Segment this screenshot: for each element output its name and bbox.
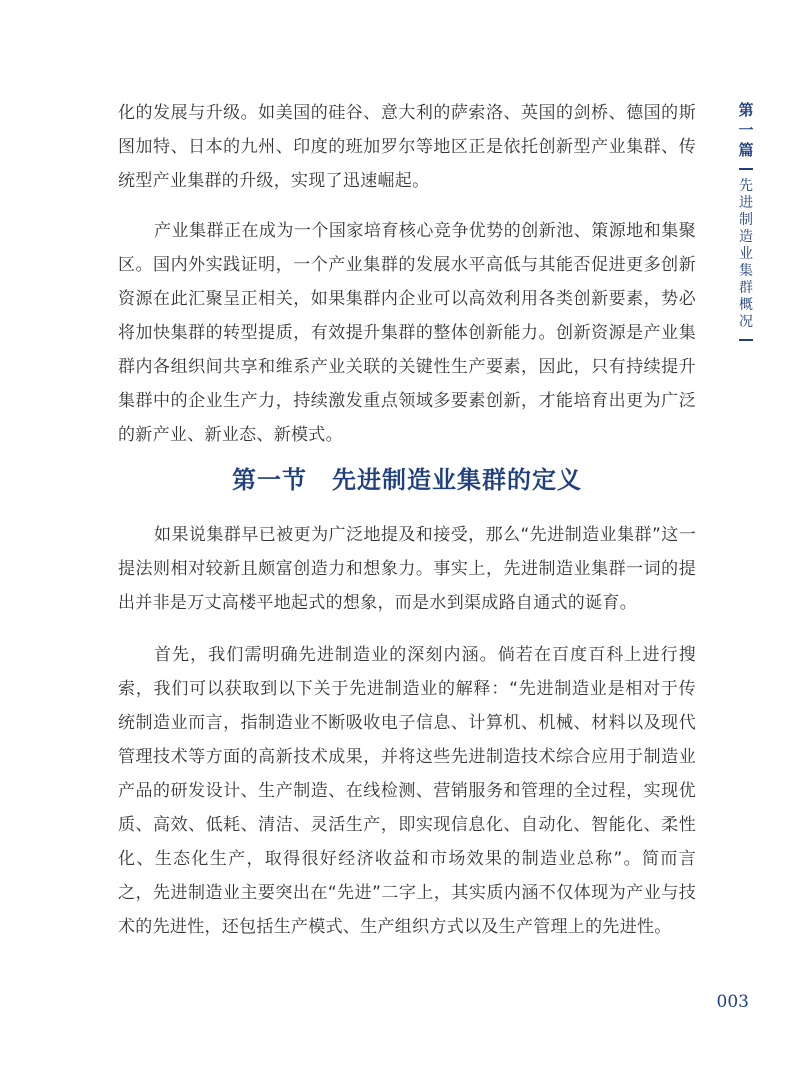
side-dash-bottom (739, 339, 753, 341)
part-title-char: 先 (739, 178, 753, 194)
part-label (738, 100, 753, 160)
part-title-char: 况 (739, 314, 753, 330)
part-label-char: 一 (738, 121, 754, 139)
side-chapter-tab (736, 100, 756, 349)
part-label-char: 第 (738, 101, 754, 119)
paragraph-advanced-manufacturing: 首先，我们需明确先进制造业的深刻内涵。倘若在百度百科上进行搜索，我们可以获取到以下关于先进制造业的解释：“先进制造业是相对于传统制造业而言，指制造业不断吸收电子信息、计算机、机械、材料以及现代管理技术等方面的高新技术成果，并将这些先进制造技术综合应用于制造业产品的研发设计、生产制造、在线检测、营销服务和管理的全过程，实现优质、高效、低耗、清洁、灵活生产，即实现信息化、自动化、智能化、柔性化、生态化生产，取得很好经济收益和市场效果的制造业总称”。简而言之，先进制造业主要突出在“先进”二字上，其实质内涵不仅体现为产业与技术的先进性，还包括生产模式、生产组织方式以及生产管理上的先进性。 (118, 645, 696, 937)
paragraph-continued: 化的发展与升级。如美国的硅谷、意大利的萨索洛、英国的剑桥、德国的斯图加特、日本的九州、印度的班加罗尔等地区正是依托创新型产业集群、传统型产业集群的升级，实现了迅速崛起。 (118, 103, 696, 191)
part-title-char: 群 (739, 280, 753, 296)
part-title-char: 制 (739, 212, 753, 228)
section-title: 第一节 先进制造业集群的定义 (232, 465, 582, 494)
part-label-char: 篇 (738, 141, 754, 159)
part-title-char: 进 (739, 195, 753, 211)
part-title-char: 集 (739, 263, 753, 279)
part-title (739, 178, 753, 331)
part-title-char: 概 (739, 297, 753, 313)
side-dash-top (739, 168, 753, 170)
paragraph-industrial-cluster: 产业集群正在成为一个国家培育核心竞争优势的创新池、策源地和集聚区。国内外实践证明，一个产业集群的发展水平高低与其能否促进更多创新资源在此汇聚呈正相关，如果集群内企业可以高效利用各类创新要素，势必将加快集群的转型提质，有效提升集群的整体创新能力。创新资源是产业集群内各组织间共享和维系产业关联的关键性生产要素，因此，只有持续提升集群中的企业生产力，持续激发重点领域多要素创新，才能培育出更为广泛的新产业、新业态、新模式。 (118, 221, 696, 445)
part-title-char: 业 (739, 246, 753, 262)
paragraph-definition-intro: 如果说集群早已被更为广泛地提及和接受，那么“先进制造业集群”这一提法则相对较新且颇富创造力和想象力。事实上，先进制造业集群一词的提出并非是万丈高楼平地起式的想象，而是水到渠成路自通式的诞育。 (118, 525, 696, 613)
part-title-char: 造 (739, 229, 753, 245)
page-number: 003 (716, 992, 749, 1012)
